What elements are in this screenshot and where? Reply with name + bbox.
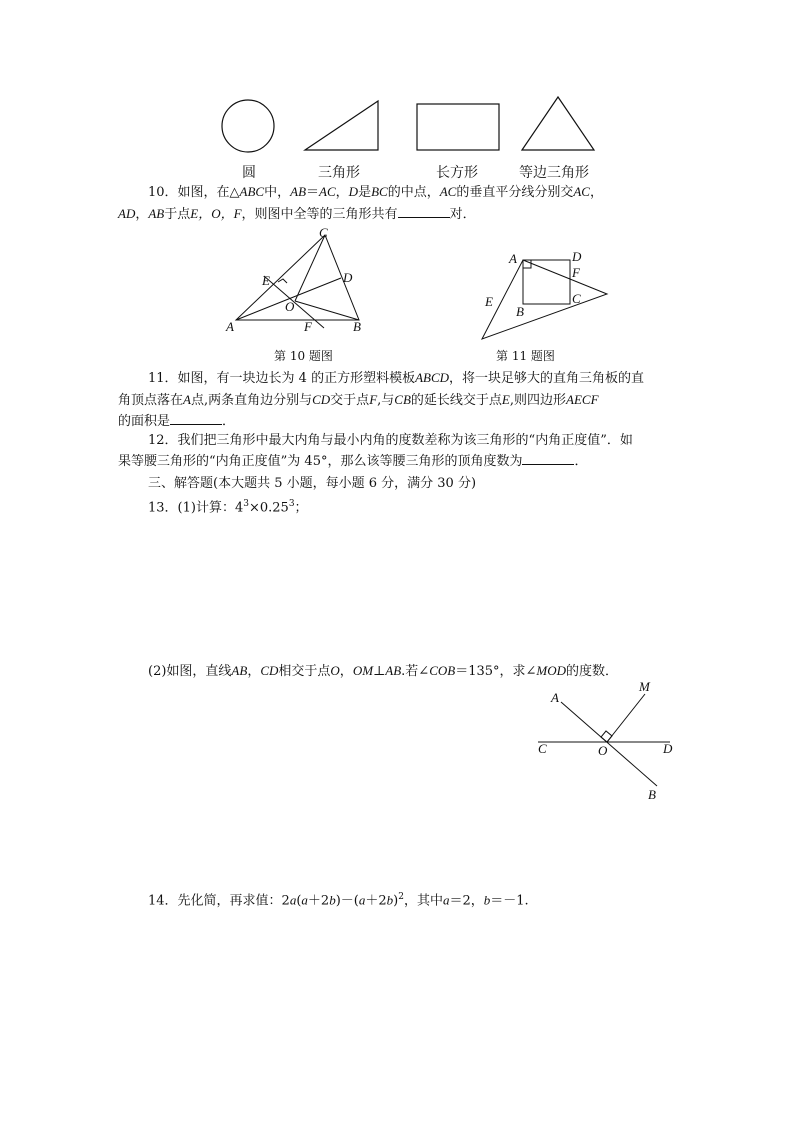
fig11-square-abcd <box>523 260 570 304</box>
fig11-label-b: B <box>516 304 524 319</box>
fig10-label-f: F <box>304 319 312 334</box>
fig13-label-a: A <box>551 690 559 705</box>
fig10-label-d: D <box>343 270 353 285</box>
label-triangle: 三角形 <box>318 165 360 181</box>
fig13-label-o: O <box>598 743 608 758</box>
fig10-label-c: C <box>319 225 328 240</box>
fig13-label-b: B <box>648 787 656 802</box>
fig11-right-triangle <box>482 260 607 339</box>
label-equilateral: 等边三角形 <box>519 165 589 181</box>
question-13-part-2: (2)如图，直线AB，CD相交于点O，OM⊥AB.若∠COB＝135°，求∠MOD的度数． <box>148 663 619 679</box>
fig13-ray-om <box>607 694 645 742</box>
question-12: 12．我们把三角形中最大内角与最小内角的度数差称为该三角形的“内角正度值”．如 果等腰三角形的“内角正度值”为 45°，那么该等腰三角形的顶角度数为 ． <box>118 433 633 469</box>
fig13-line-ab <box>561 702 657 786</box>
fig10-line-co <box>295 235 325 301</box>
fig11-label-d: D <box>572 249 582 264</box>
circle-shape <box>222 100 274 152</box>
question-13-part-1: 13．(1)计算：$4^3\times 0.25^3$； <box>148 499 308 516</box>
fig11-label-a: A <box>509 251 517 266</box>
fig11-label-c: C <box>572 291 581 306</box>
fig13-label-d: D <box>663 741 673 756</box>
answer-blank-11 <box>170 412 222 425</box>
label-circle: 圆 <box>242 165 256 181</box>
answer-blank-10 <box>398 205 450 218</box>
fig10-label-e: E <box>262 273 270 288</box>
question-10: 10．如图，在△ABC中，AB＝AC，D是BC的中点，AC的垂直平分线分别交AC， AD，AB于点E，O，F，则图中全等的三角形共有 对． <box>118 184 603 222</box>
fig10-triangle-abc <box>236 235 359 320</box>
fig13-right-angle-mark <box>601 731 612 742</box>
fig13-label-c: C <box>538 741 547 756</box>
fig11-label-e: E <box>485 294 493 309</box>
right-triangle-shape <box>305 101 378 150</box>
answer-blank-12 <box>522 452 574 465</box>
question-14: 14．先化简，再求值：$2a(a+2b)-(a+2b)^2$，其中a＝2，b＝－1. <box>148 892 529 909</box>
figure-11 <box>478 246 612 344</box>
equilateral-triangle-shape <box>522 97 594 150</box>
figure-13 <box>530 676 690 808</box>
fig10-label-o: O <box>285 299 295 314</box>
fig10-label-b: B <box>353 319 361 334</box>
fig13-label-m: M <box>639 679 650 694</box>
rectangle-shape <box>417 104 499 150</box>
shapes-figure <box>210 92 620 160</box>
fig11-label-f: F <box>572 265 580 280</box>
question-11: 11．如图，有一块边长为 4 的正方形塑料模板ABCD，将一块足够大的直角三角板的直 角顶点落在A点,两条直角边分别与CD交于点F,与CB的延长线交于点E,则四边形AECF 的面积是 ． <box>118 370 645 429</box>
figure-11-caption: 第 11 题图 <box>496 349 555 363</box>
label-rectangle: 长方形 <box>436 165 478 181</box>
figure-10-caption: 第 10 题图 <box>274 349 333 363</box>
figure-10 <box>222 222 372 342</box>
fig10-line-ob <box>295 301 359 320</box>
section-3-heading: 三、解答题(本大题共 5 小题，每小题 6 分，满分 30 分) <box>148 476 477 491</box>
fig10-label-a: A <box>226 319 234 334</box>
fig10-right-angle-mark <box>278 279 287 283</box>
